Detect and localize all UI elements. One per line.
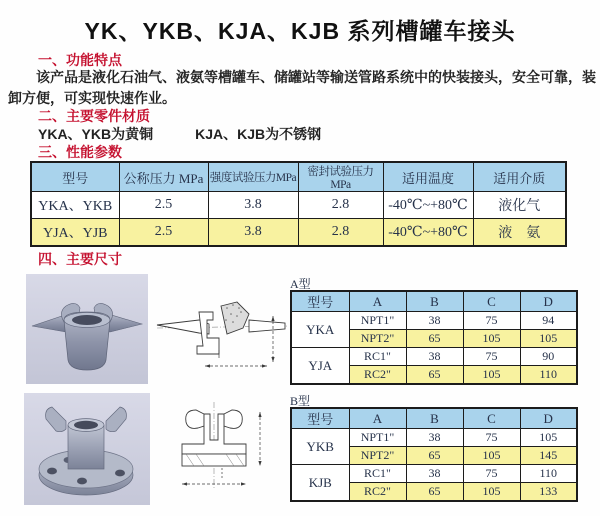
cell-value: RC2" bbox=[349, 366, 406, 385]
header-cell: A bbox=[349, 291, 406, 312]
cell-model: YJA bbox=[291, 348, 349, 385]
coupling-b-section-drawing bbox=[166, 400, 272, 494]
cell-value: 94 bbox=[520, 312, 577, 330]
header-cell: D bbox=[520, 291, 577, 312]
dim-table-b bbox=[290, 407, 578, 502]
cell-value: 65 bbox=[406, 447, 463, 465]
cell-value: NPT2" bbox=[349, 330, 406, 348]
cell-value: 75 bbox=[463, 429, 520, 447]
cell-model: YKA bbox=[291, 312, 349, 348]
cell-value: 38 bbox=[406, 429, 463, 447]
cell-value: -40℃~+80℃ bbox=[383, 219, 473, 247]
cell-value: NPT2" bbox=[349, 447, 406, 465]
table-row bbox=[291, 312, 577, 330]
cell-value: 105 bbox=[520, 330, 577, 348]
cell-model: YJA、YJB bbox=[31, 219, 119, 247]
cell-value: 105 bbox=[463, 447, 520, 465]
dim-table-b-label: B型 bbox=[290, 394, 311, 408]
page-title: YK、YKB、KJA、KJB 系列槽罐车接头 bbox=[84, 18, 516, 44]
cell-value: 65 bbox=[406, 366, 463, 385]
bolt-hole bbox=[77, 478, 87, 485]
dim-a-header-row bbox=[291, 291, 577, 312]
table-row bbox=[291, 465, 577, 483]
cell-value: 105 bbox=[463, 483, 520, 502]
dim-b-header-row bbox=[291, 408, 577, 429]
cell-value: RC1" bbox=[349, 348, 406, 366]
cell-model: YKA、YKB bbox=[31, 192, 119, 219]
header-cell: 型号 bbox=[31, 162, 119, 192]
cell-value: 90 bbox=[520, 348, 577, 366]
cell-value: 38 bbox=[406, 348, 463, 366]
cell-value: 75 bbox=[463, 465, 520, 483]
coupling-b-flange-photo bbox=[24, 393, 150, 505]
table-row bbox=[31, 219, 566, 247]
cell-value: 110 bbox=[520, 366, 577, 385]
performance-header-row bbox=[31, 162, 566, 192]
header-cell: C bbox=[463, 408, 520, 429]
section3-heading: 三、性能参数 bbox=[38, 144, 122, 160]
header-cell: B bbox=[406, 408, 463, 429]
header-cell: 强度试验压力MPa bbox=[208, 162, 298, 192]
cell-value: 3.8 bbox=[208, 192, 298, 219]
cell-value: 65 bbox=[406, 330, 463, 348]
cell-value: RC2" bbox=[349, 483, 406, 502]
cell-value: 110 bbox=[520, 465, 577, 483]
cell-value: 105 bbox=[463, 330, 520, 348]
cell-value: 38 bbox=[406, 465, 463, 483]
cell-value: 2.8 bbox=[298, 192, 383, 219]
section2-heading: 二、主要零件材质 bbox=[38, 108, 150, 124]
header-cell: A bbox=[349, 408, 406, 429]
cell-value: 2.5 bbox=[119, 192, 208, 219]
cell-value: 38 bbox=[406, 312, 463, 330]
cell-value: 液化气 bbox=[473, 192, 566, 219]
header-cell: 适用介质 bbox=[473, 162, 566, 192]
table-row bbox=[291, 429, 577, 447]
header-cell: B bbox=[406, 291, 463, 312]
section1-body: 该产品是液化石油气、液氨等槽罐车、储罐站等输送管路系统中的快装接头，安全可靠，装卸方便，可实现快速作业。 bbox=[8, 69, 596, 106]
cell-value: 3.8 bbox=[208, 219, 298, 247]
header-cell: 型号 bbox=[291, 291, 349, 312]
table-row bbox=[31, 192, 566, 219]
bolt-hole bbox=[47, 468, 57, 475]
cell-value: RC1" bbox=[349, 465, 406, 483]
header-cell: D bbox=[520, 408, 577, 429]
performance-table bbox=[30, 161, 567, 247]
coupling-a-section-drawing bbox=[155, 292, 290, 374]
cell-value: 65 bbox=[406, 483, 463, 502]
cell-value: 105 bbox=[520, 429, 577, 447]
header-cell: 公称压力 MPa bbox=[119, 162, 208, 192]
dim-table-a-label: A型 bbox=[290, 277, 311, 291]
section4-heading: 四、主要尺寸 bbox=[38, 251, 122, 267]
cell-model: KJB bbox=[291, 465, 349, 502]
section1-heading: 一、功能特点 bbox=[38, 52, 122, 68]
cell-value: NPT1" bbox=[349, 429, 406, 447]
bore-opening bbox=[74, 421, 98, 429]
bore-opening bbox=[72, 315, 102, 325]
table-row bbox=[291, 348, 577, 366]
cell-value: -40℃~+80℃ bbox=[383, 192, 473, 219]
cell-value: 75 bbox=[463, 312, 520, 330]
coupling-a-photo bbox=[26, 274, 148, 384]
header-cell: 密封试验压力MPa bbox=[298, 162, 383, 192]
cell-value: 75 bbox=[463, 348, 520, 366]
header-cell: C bbox=[463, 291, 520, 312]
dim-table-a bbox=[290, 290, 578, 385]
cell-value: 145 bbox=[520, 447, 577, 465]
cell-value: 105 bbox=[463, 366, 520, 385]
bolt-hole bbox=[115, 470, 125, 477]
cell-value: 2.5 bbox=[119, 219, 208, 247]
cell-model: YKB bbox=[291, 429, 349, 465]
materials-line: YKA、YKB为黄铜 KJA、KJB为不锈钢 bbox=[38, 126, 322, 142]
cell-value: NPT1" bbox=[349, 312, 406, 330]
header-cell: 适用温度 bbox=[383, 162, 473, 192]
cell-value: 液 氨 bbox=[473, 219, 566, 247]
cell-value: 133 bbox=[520, 483, 577, 502]
cell-value: 2.8 bbox=[298, 219, 383, 247]
header-cell: 型号 bbox=[291, 408, 349, 429]
